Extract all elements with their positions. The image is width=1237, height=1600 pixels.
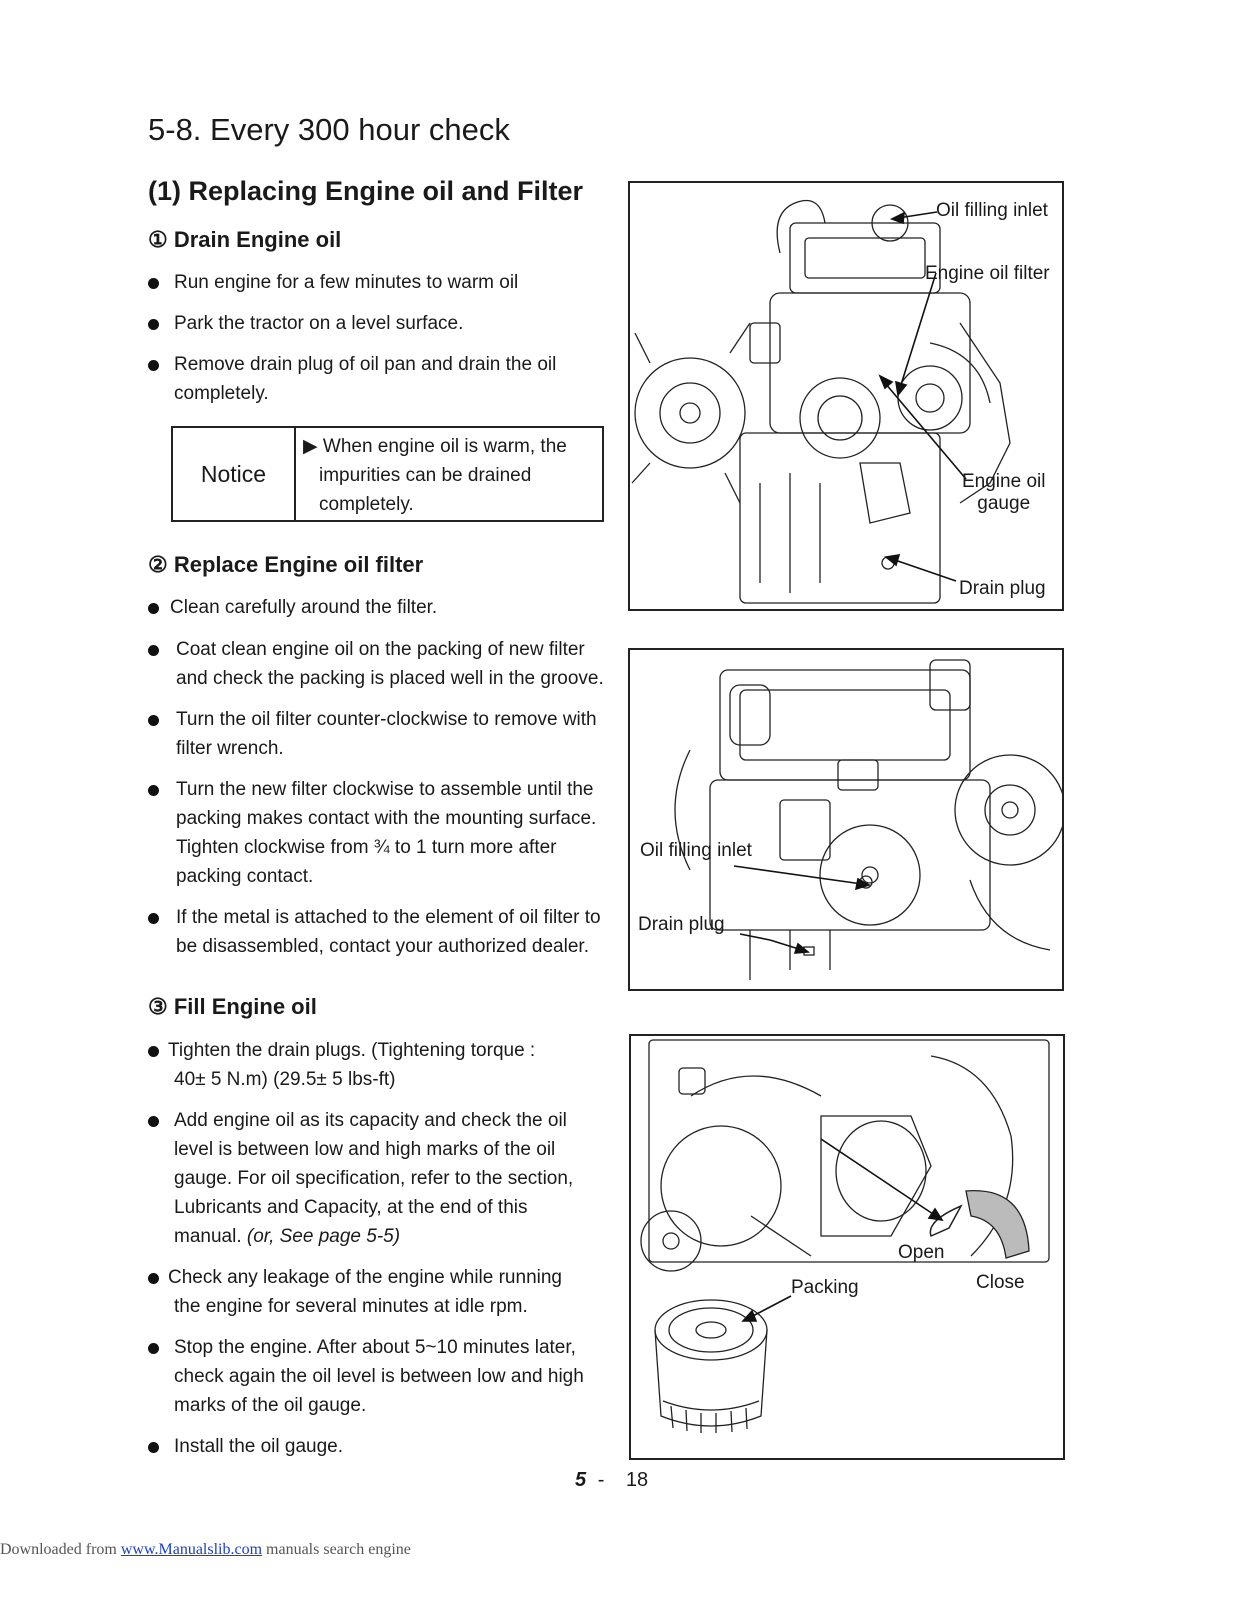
step1-title: ① Drain Engine oil <box>148 227 342 252</box>
engine-oil-filter-label: Engine oil filter <box>925 263 1050 284</box>
bullet-icon <box>148 278 159 289</box>
close-label: Close <box>976 1272 1025 1293</box>
step2-title: ② Replace Engine oil filter <box>148 552 424 577</box>
engine-diagram-2 <box>628 648 1064 991</box>
bullet-icon <box>148 1442 159 1453</box>
oil-filling-inlet-label: Oil filling inlet <box>936 200 1048 221</box>
page-number: 5 - 18 <box>575 1469 649 1491</box>
bullet-icon <box>148 715 159 726</box>
subsection-title: (1) Replacing Engine oil and Filter <box>148 176 584 206</box>
engine-oil-gauge-label: Engine oil gauge <box>962 471 1046 514</box>
oil-filter-diagram <box>629 1034 1065 1460</box>
drain-plug-label-2: Drain plug <box>638 914 725 935</box>
filter-illustration <box>631 1036 1065 1460</box>
engine-diagram-1 <box>628 181 1064 611</box>
engine-illustration-rear <box>630 650 1064 991</box>
section-title: 5-8. Every 300 hour check <box>148 112 510 147</box>
bullet-icon <box>148 360 159 371</box>
bullet-icon <box>148 1046 159 1057</box>
bullet-icon <box>148 319 159 330</box>
bullet-icon <box>148 603 159 614</box>
bullet-icon <box>148 1273 159 1284</box>
bullet-icon <box>148 785 159 796</box>
bullet-icon <box>148 1343 159 1354</box>
bullet-icon <box>148 1116 159 1127</box>
notice-text: ▶ When engine oil is warm, the impurities can be drained completely. <box>303 436 567 515</box>
oil-filling-inlet-label-2: Oil filling inlet <box>640 840 752 861</box>
notice-label: Notice <box>173 428 296 520</box>
open-label: Open <box>898 1242 945 1263</box>
drain-plug-label: Drain plug <box>959 578 1046 599</box>
engine-illustration <box>630 183 1064 611</box>
step3-title: ③ Fill Engine oil <box>148 994 317 1019</box>
packing-label: Packing <box>791 1277 859 1298</box>
download-footer: Downloaded from www.Manualslib.com manuals search engine <box>0 1541 411 1558</box>
bullet-icon <box>148 913 159 924</box>
notice-box <box>171 426 604 522</box>
page-reference: (or, See page 5-5) <box>246 1226 401 1247</box>
bullet-icon <box>148 645 159 656</box>
manualslib-link[interactable]: www.Manualslib.com <box>120 1541 263 1558</box>
